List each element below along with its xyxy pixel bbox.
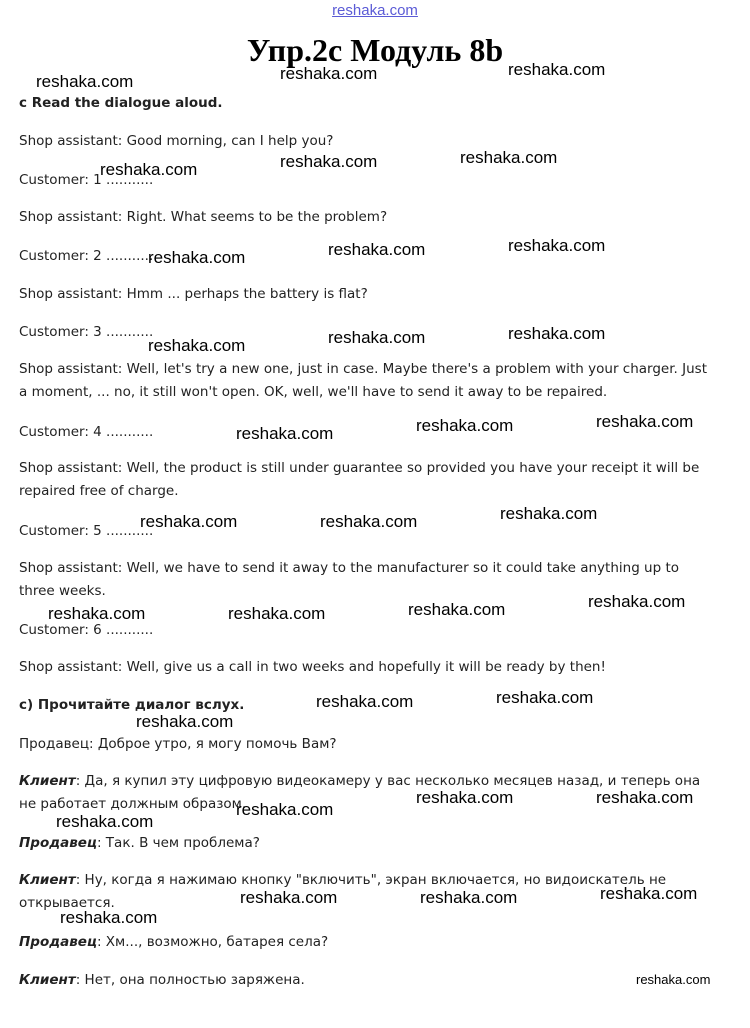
dialogue-line: Shop assistant: Good morning, can I help you? [19,133,334,149]
watermark: reshaka.com [328,240,426,259]
watermark: reshaka.com [596,412,694,431]
watermark: reshaka.com [508,60,606,79]
watermark: reshaka.com [596,788,694,807]
watermark: reshaka.com [508,324,606,343]
watermark: reshaka.com [420,888,518,907]
site-link[interactable]: reshaka.com [332,2,418,19]
russian-line [19,934,328,950]
watermark: reshaka.com [408,600,506,619]
watermark: reshaka.com [328,328,426,347]
english-heading: c Read the dialogue aloud. [19,95,223,111]
watermark: reshaka.com [236,800,334,819]
watermark: reshaka.com [508,236,606,255]
watermark: reshaka.com [136,712,234,731]
dialogue-line: Customer: 3 ........... [19,324,154,340]
dialogue-line: Shop assistant: Well, let's try a new one, just in case. Maybe there's a problem with your charger. Just a moment, ... no, it still won't open. OK, well, we'll have to send it away to be repaired. [19,361,707,400]
watermark: reshaka.com [320,512,418,531]
speaker-text: : Да, я купил эту цифровую видеокамеру у вас несколько месяцев назад, и теперь она не работает должным образом. [19,773,701,812]
speaker-text: : Хм..., возможно, батарея села? [96,934,329,950]
watermark: reshaka.com [416,416,514,435]
speaker-label: Клиент [19,972,76,988]
speaker-text: : Ну, когда я нажимаю кнопку "включить", экран включается, но видоискатель не открывается. [19,872,667,911]
speaker-label: Клиент [19,773,76,789]
speaker-label: Продавец [19,835,97,851]
dialogue-line: Shop assistant: Well, give us a call in two weeks and hopefully it will be ready by then! [19,659,606,675]
watermark: reshaka.com [280,152,378,171]
speaker-text: : Так. В чем проблема? [96,835,260,851]
watermark: reshaka.com [36,72,134,91]
watermark: reshaka.com [100,160,198,179]
watermark: reshaka.com [600,884,698,903]
russian-heading: с) Прочитайте диалог вслух. [19,697,245,713]
russian-intro: Продавец: Доброе утро, я могу помочь Вам? [19,736,337,752]
watermark: reshaka.com [316,692,414,711]
watermark: reshaka.com [236,424,334,443]
watermark: reshaka.com [588,592,686,611]
dialogue-line: Customer: 1 ........... [19,172,154,188]
dialogue-line: Shop assistant: Well, the product is still under guarantee so provided you have your receipt it will be repaired free of charge. [19,460,700,499]
watermark: reshaka.com [496,688,594,707]
footer-watermark: reshaka.com [636,972,711,987]
speaker-text: : Нет, она полностью заряжена. [75,972,305,988]
russian-line [19,972,305,988]
dialogue-line: Customer: 5 ........... [19,523,154,539]
russian-line [19,835,260,851]
watermark: reshaka.com [148,336,246,355]
page-title: Упр.2с Модуль 8b [246,32,504,68]
dialogue-line: Customer: 6 ........... [19,622,154,638]
dialogue-line: Shop assistant: Well, we have to send it away to the manufacturer so it could take anything up to three weeks. [19,560,680,599]
watermark: reshaka.com [280,64,378,83]
watermark: reshaka.com [148,248,246,267]
watermark: reshaka.com [416,788,514,807]
watermark: reshaka.com [56,812,154,831]
dialogue-line: Customer: 4 ........... [19,424,154,440]
watermark: reshaka.com [228,604,326,623]
watermark: reshaka.com [240,888,338,907]
speaker-label: Продавец [19,934,97,950]
dialogue-line: Shop assistant: Right. What seems to be the problem? [19,209,388,225]
watermark: reshaka.com [48,604,146,623]
watermark: reshaka.com [460,148,558,167]
watermark: reshaka.com [140,512,238,531]
watermark: reshaka.com [500,504,598,523]
speaker-label: Клиент [19,872,76,888]
dialogue-line: Customer: 2 ........... [19,248,154,264]
dialogue-line: Shop assistant: Hmm ... perhaps the battery is flat? [19,286,368,302]
watermark: reshaka.com [60,908,158,927]
